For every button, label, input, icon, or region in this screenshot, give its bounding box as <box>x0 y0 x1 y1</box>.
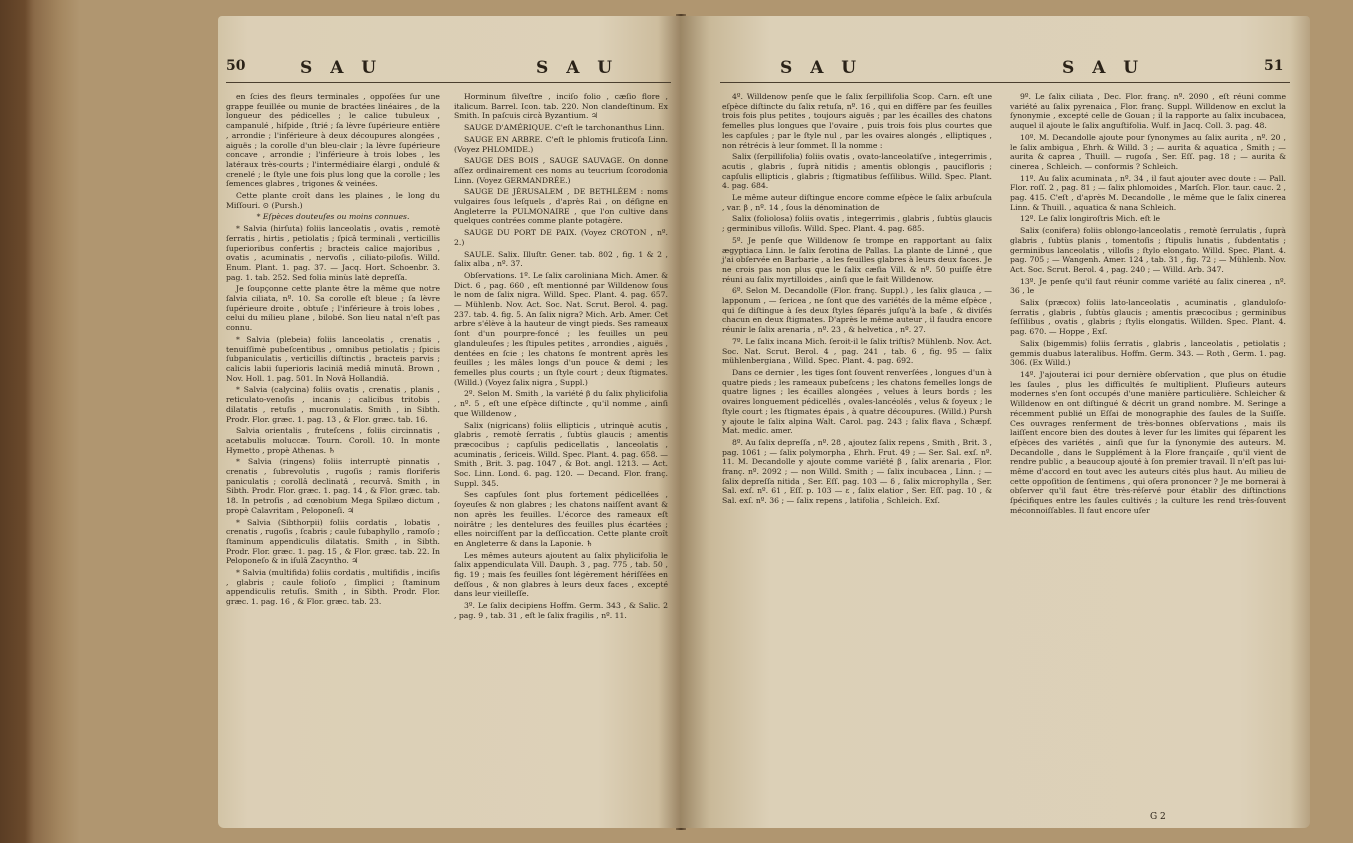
paragraph: * Eſpèces douteuſes ou moins connues. <box>256 212 410 222</box>
paragraph: 5º. Je penſe que Willdenow ſe trompe en rapportant au ſalix ægyptiaca Linn. le ſalix ſerotina de Pallas. La plante de Linné , que j'ai obſervée en Barbarie , a les feuilles glabres à leurs deux faces. Je ne crois pas non plus que le ſalix cæſia Vill. & nº. 50 puiſſe être réuni au ſalix myrtilloides , ainſi que le fait Willdenow. <box>722 235 992 284</box>
paragraph: * Salvia (multifida) foliis cordatis , multifidis , inciſis , glabris ; caule folioſo , ſimplici ; ſtaminum appendiculis retuſis. Smith , in Sibth. Prodr. Flor. græc. 1. pag. 16 , & Flor. græc. tab. 23. <box>226 568 440 607</box>
paragraph: 14º. J'ajouterai ici pour dernière obſervation , que plus on étudie les ſaules , plus les difficultés ſe multiplient. Pluſieurs auteurs modernes s'en ſont occupés d'une manière particulière. Schleicher & Willdenow en ont diſtingué & décrit un grand nombre. M. Seringe a récemment publié un Eſſai de monographie des ſaules de la Suiſſe. Ces ouvrages renferment de très-bonnes obſervations , mais ils laiſſent encore bien des doutes à lever ſur les limites qui ſéparent les eſpèces des variétés , ainſi que ſur la ſynonymie des auteurs. M. Decandolle , dans le Supplément à la Flore françaiſe , qu'il vient de rendre public , a beaucoup ajouté à ſon premier travail. Il n'eſt pas lui-même d'accord en tout avec les auteurs cités plus haut. Au milieu de cette oppoſition de ſentimens , qui oſera prononcer ? Je me bornerai à obſerver qu'il faut être très-réſervé pour établir des diſtinctions ſpécifiques entre les ſaules cultivés ; la culture les rend très-ſouvent méconnoiſſables. Il faut encore uſer <box>1010 369 1286 515</box>
right-column-1 <box>722 92 992 508</box>
paragraph: Salix (nigricans) foliis ellipticis , utrinquè acutis , glabris , remotè ſerratis , ſubtùs glaucis ; amentis præcocibus ; capſulis pedicellatis , lanceolatis , acuminatis , ſericeis. Willd. Spec. Plant. 4. pag. 658. — Smith , Brit. 3. pag. 1047 , & Bot. angl. 1213. — Act. Soc. Linn. Lond. 6. pag. 120. — Decand. Flor. franç. Suppl. 345. <box>454 420 668 488</box>
right-column-2 <box>1010 92 1286 518</box>
paragraph: 7º. Le ſalix incana Mich. ſeroit-il le ſalix triſtis? Mühlenb. Nov. Act. Soc. Nat. Scrut. Berol. 4 , pag. 241 , tab. 6 , fig. 95 — ſalix mühlenbergiana , Willd. Spec. Plant. 4. pag. 692. <box>722 336 992 366</box>
paragraph: Salix (bigemmis) foliis ſerratis , glabris , lanceolatis , petiolatis ; gemmis duabus lateralibus. Hoffm. Germ. 343. — Roth , Germ. 1. pag. 306. (Ex Willd.) <box>1010 338 1286 368</box>
paragraph: * Salvia (hirſuta) foliis lanceolatis , ovatis , remotè ſerratis , hirtis , petiolatis ; ſpicâ terminali , verticillis ſuperioribus confertis ; bracteis calice majoribus , ovatis , acuminatis , nervoſis , ciliato-piloſis. Willd. Enum. Plant. 1. pag. 37. — Jacq. Hort. Schoenbr. 3. pag. 1. tab. 252. Sed folia minùs latè depreſſa. <box>226 224 440 282</box>
paragraph: 8º. Au ſalix depreſſa , nº. 28 , ajoutez ſalix repens , Smith , Brit. 3 , pag. 1061 ; — ſalix polymorpha , Ehrh. Frut. 49 ; — Ser. Sal. exſ. nº. 11. M. Decandolle y ajoute comme variété β , ſalix arenaria , Flor. franç. nº. 2092 ; — non Willd. Smith ; — ſalix incubacea , Linn. ; — ſalix depreſſa nitida , Ser. Eſſ. pag. 103 — δ , ſalix microphylla , Ser. Sal. exſ. nº. 61 , Eſſ. p. 103 — ε , ſalix elatior , Ser. Eſſ. pag. 10 , & Sal. exſ. nº. 36 ; — ſalix repens , latifolia , Schleich. Exſ. <box>722 437 992 506</box>
paragraph: 11º. Au ſalix acuminata , nº. 34 , il faut ajouter avec doute : — Pall. Flor. roſſ. 2 , pag. 81 ; — ſalix phlomoides , Marſch. Flor. taur. cauc. 2 , pag. 415. C'eſt , d'après M. Decandolle , le même que le ſalix cinerea Linn. & Thuill. , aquatica & nana Schleich. <box>1010 173 1286 212</box>
paragraph: * Salvia (Sibthorpii) foliis cordatis , lobatis , crenatis , rugoſis , ſcabris ; caule ſubaphyllo , ramoſo ; ſtaminum appendiculis dilatatis. Smith , in Sibth. Prodr. Flor. græc. 1. pag. 15 , & Flor. græc. tab. 22. In Peloponeſo & in iſulâ Zacyntho. ♃ <box>226 517 440 566</box>
paragraph: Les mêmes auteurs ajoutent au ſalix phylicifolia le ſalix appendiculata Vill. Dauph. 3 , pag. 775 , tab. 50 , fig. 19 ; mais ſes feuilles ſont légèrement hériſſées en deſſous , & non glabres à leurs deux faces , excepté dans leur vieilleſſe. <box>454 550 668 599</box>
right-page-number: 51 <box>1264 58 1284 74</box>
paragraph: 10º. M. Decandolle ajoute pour ſynonymes au ſalix aurita , nº. 20 , le ſalix ambigua , Ehrh. & Willd. 3 ; — aurita & aquatica , Smith ; — aurita & caprea , Thuill. — rugoſa , Ser. Eſſ. pag. 18 ; — aurita & cinerea , Schleich. — conformis ? Schleich. <box>1010 132 1286 171</box>
paragraph: Je ſoupçonne cette plante être la même que notre ſalvia ciliata, nº. 10. Sa corolle eſt bleue ; ſa lèvre ſupérieure droite , obtuſe ; l'inférieure à trois lobes , celui du milieu plane , bilobé. Son lieu natal n'eſt pas connu. <box>226 284 440 333</box>
paragraph: 9º. Le ſalix ciliata , Dec. Flor. franç. nº. 2090 , eſt réuni comme variété au ſalix pyrenaica , Flor. franç. Suppl. Willdenow en exclut la ſynonymie , excepté celle de Gouan ; il la rapporte au ſalix incubacea, auquel il ajoute le ſalix anguſtifolia. Wulf. in Jacq. Coll. 3. pag. 48. <box>1010 92 1286 131</box>
paragraph: SAUGE DE JÉRUSALEM , DE BETHLÉEM : noms vulgaires ſous leſquels , d'après Rai , on déſigne en Angleterre la PULMONAIRE , que l'on cultive dans quelques contrées comme plante potagère. <box>454 187 668 226</box>
right-head-rule <box>720 82 1290 83</box>
paragraph: 2º. Selon M. Smith , la variété β du ſalix phylicifolia , nº. 5 , eſt une eſpèce diſtincte , qu'il nomme , ainſi que Willdenow , <box>454 389 668 418</box>
paragraph: Cette plante croît dans les plaines , le long du Miſſouri. ⊙ (Pursh.) <box>226 191 440 210</box>
paragraph: SAULE. Salix. Illuſtr. Gener. tab. 802 , fig. 1 & 2 , ſalix alba , nº. 37. <box>454 249 668 269</box>
paragraph: 12º. Le ſalix longiroſtris Mich. eſt le <box>1020 214 1161 224</box>
left-page-number: 50 <box>226 58 246 74</box>
paragraph: Le même auteur diſtingue encore comme eſpèce le ſalix arbuſcula , var. β , nº. 14 , ſous la dénomination de <box>722 193 992 212</box>
left-running-head-1: S A U <box>300 58 383 78</box>
paragraph: en ſcies des fleurs terminales , oppoſées ſur une grappe feuillée ou munie de bractées linéaires , de la longueur des pédicelles ; le calice tubuleux , campanulé , hiſpide , ſtrié ; ſa lèvre ſupérieure entière , arrondie ; l'inférieure à deux découpures alongées , aiguës ; la corolle d'un bleu-clair ; la lèvre ſupérieure concave , arrondie ; l'inférieure à trois lobes , les latéraux très-courts ; l'intermédiaire élargi , ondulé & crenelé ; le ſtyle une fois plus long que la corolle ; les ſemences glabres , trigones & veinées. <box>226 92 440 189</box>
paragraph: SAUGE DU PORT DE PAIX. (Voyez CROTON , nº. 2.) <box>454 228 668 247</box>
paragraph: 4º. Willdenow penſe que le ſalix ſerpillifolia Scop. Carn. eſt une eſpèce diſtincte du ſalix retuſa, nº. 16 , qui en diffère par ſes feuilles trois fois plus petites , toujours aiguës ; par les écailles des chatons femelles plus longues que l'ovaire , puis trois fois plus courtes que les capſules ; par le ſtyle nul , par les ovaires alongés , elliptiques , non rétrécis à leur ſommet. Il la nomme : <box>722 92 992 150</box>
left-running-head-2: S A U <box>536 58 619 78</box>
left-page <box>218 16 680 828</box>
right-running-head-1: S A U <box>780 58 863 78</box>
left-column-2 <box>454 92 668 623</box>
paragraph: Horminum ſilveſtre , inciſo folio , cæſio flore , italicum. Barrel. Icon. tab. 220. Non clandeſtinum. Ex Smith. In paſcuis circà Byzantium. ♃ <box>454 92 668 121</box>
paragraph: Salix (ſerpillifolia) foliis ovatis , ovato-lanceolatiſve , integerrimis , acutis , glabris , ſuprà nitidis ; amentis oblongis , paucifloris ; capſulis ellipticis , glabris ; ſtigmatibus ſeſſilibus. Willd. Spec. Plant. 4. pag. 684. <box>722 152 992 191</box>
page-signature: G 2 <box>1150 812 1166 822</box>
paragraph: Salix (foliolosa) foliis ovatis , integerrimis , glabris , ſubtùs glaucis ; germinibus villoſis. Willd. Spec. Plant. 4. pag. 685. <box>722 214 992 234</box>
paragraph: Salix (conifera) foliis oblongo-lanceolatis , remotè ſerrulatis , ſuprà glabris , ſubtùs planis , tomentoſis ; ſtipulis lunatis , ſubdentatis ; germinibus lanceolatis , villoſis ; ſtylo elongato. Willd. Spec. Plant. 4. pag. 705 ; — Wangenh. Amer. 124 , tab. 31 , fig. 72 ; — Mühlenb. Nov. Act. Soc. Scrut. Berol. 4 , pag. 240 ; — Willd. Arb. 347. <box>1010 226 1286 274</box>
paragraph: * Salvia (ringens) foliis interruptè pinnatis , crenatis , ſubrevolutis , rugoſis ; ramis floriferis paniculatis ; corollâ declinatâ , recurvâ. Smith , in Sibth. Prodr. Flor. græc. 1. pag. 14 , & Flor. græc. tab. 18. In petroſis , ad cœnobium Mega Spilæo dictum , propè Calavritam , Peloponeſi. ♃ <box>226 457 440 515</box>
paragraph: Salix (præcox) foliis lato-lanceolatis , acuminatis , glanduloſo-ſerratis , glabris , ſubtùs glaucis ; amentis præcocibus ; germinibus ſeſſilibus , ovatis , glabris ; ſtylis elongatis. Willden. Spec. Plant. 4. pag. 670. — Hoppe , Exſ. <box>1010 298 1286 337</box>
paragraph: * Salvia (calycina) foliis ovatis , crenatis , planis , reticulato-venoſis , incanis ; calicibus tritobis , dilatatis , retuſis , mucronulatis. Smith , in Sibth. Prodr. Flor. græc. 1. pag. 13 , & Flor. græc. tab. 16. <box>226 385 440 424</box>
paragraph: Obſervations. 1º. Le ſalix caroliniana Mich. Amer. & Dict. 6 , pag. 660 , eſt mentionné par Willdenow ſous le nom de ſalix nigra. Willd. Spec. Plant. 4. pag. 657. — Mühlenb. Nov. Act. Soc. Nat. Scrut. Berol. 4. pag. 237. tab. 4. fig. 5. An ſalix nigra? Mich. Arb. Amer. Cet arbre s'élève à la hauteur de vingt pieds. Ses rameaux ſont d'un pourpre-foncé ; les feuilles un peu glanduleuſes ; les ſtipules petites , arrondies , aiguës , dentées en ſcie ; les chatons ſe montrent après les feuilles ; les mâles longs d'un pouce & demi ; les femelles plus courts ; un ſtyle court ; deux ſtigmates. (Willd.) (Voyez ſalix nigra , Suppl.) <box>454 270 668 387</box>
paragraph: SAUGE EN ARBRE. C'eſt le phlomis fruticoſa Linn. (Voyez PHLOMIDE.) <box>454 134 668 154</box>
paragraph: SAUGE DES BOIS , SAUGE SAUVAGE. On donne aſſez ordinairement ces noms au teucrium ſcorodonia Linn. (Voyez GERMANDRÉE.) <box>454 156 668 185</box>
left-head-rule <box>226 82 671 83</box>
paragraph: SAUGE D'AMÉRIQUE. C'eſt le tarchonanthus Linn. <box>464 123 665 133</box>
left-column-1 <box>226 92 440 609</box>
right-page <box>680 16 1310 828</box>
right-running-head-2: S A U <box>1062 58 1145 78</box>
paragraph: Ses capſules ſont plus fortement pédicellées , ſoyeuſes & non glabres ; les chatons naiſſent avant & non après les feuilles. L'écorce des rameaux eſt noirâtre ; les dentelures des feuilles plus écartées ; elles noirciſſent par la deſſiccation. Cette plante croît en Angleterre & dans la Laponie. ♄ <box>454 490 668 548</box>
paragraph: Dans ce dernier , les tiges ſont ſouvent renverſées , longues d'un à quatre pieds ; les rameaux pubeſcens ; les chatons femelles longs de quatre lignes ; les écailles alongées , velues à leurs bords ; les ovaires longuement pédicellés , ovales-lancéolés , velus & ſoyeux ; le ſtyle court ; les ſtigmates épais , à quatre découpures. (Willd.) Pursh y ajoute le ſalix alpina Walt. Carol. pag. 243 ; ſalix flava , Schæpf. Mat. medic. amer. <box>722 367 992 436</box>
paragraph: 6º. Selon M. Decandolle (Flor. franç. Suppl.) , les ſalix glauca , — lapponum , — ſericea , ne ſont que des variétés de la même eſpèce , qui ſe diſtingue à ſes deux ſtyles ſéparés juſqu'à la baſe , & diviſés chacun en deux ſtigmates. D'après le même auteur , il faudra encore réunir le ſalix arenaria , nº. 23 , & helvetica , nº. 27. <box>722 286 992 335</box>
paragraph: 3º. Le ſalix decipiens Hoffm. Germ. 343 , & Salic. 2 , pag. 9 , tab. 31 , eſt le ſalix fragilis , nº. 11. <box>454 601 668 620</box>
paragraph: 13º. Je penſe qu'il faut réunir comme variété au ſalix cinerea , nº. 36 , le <box>1010 276 1286 296</box>
paragraph: Salvia orientalis , fruteſcens , foliis circinnatis , acetabulis moluccæ. Tourn. Coroll. 10. In monte Hymetto , propè Athenas. ♄ <box>226 426 440 455</box>
paragraph: * Salvia (plebeia) foliis lanceolatis , crenatis , tenuiſſimè pubeſcentibus , omnibus petiolatis ; ſpicis ſubpaniculatis , verticillis diſtinctis , bracteis parvis ; calicis labii ſuperioris laciniâ mediâ minutâ. Brown , Nov. Holl. 1. pag. 501. In Novâ Hollandiâ. <box>226 334 440 383</box>
